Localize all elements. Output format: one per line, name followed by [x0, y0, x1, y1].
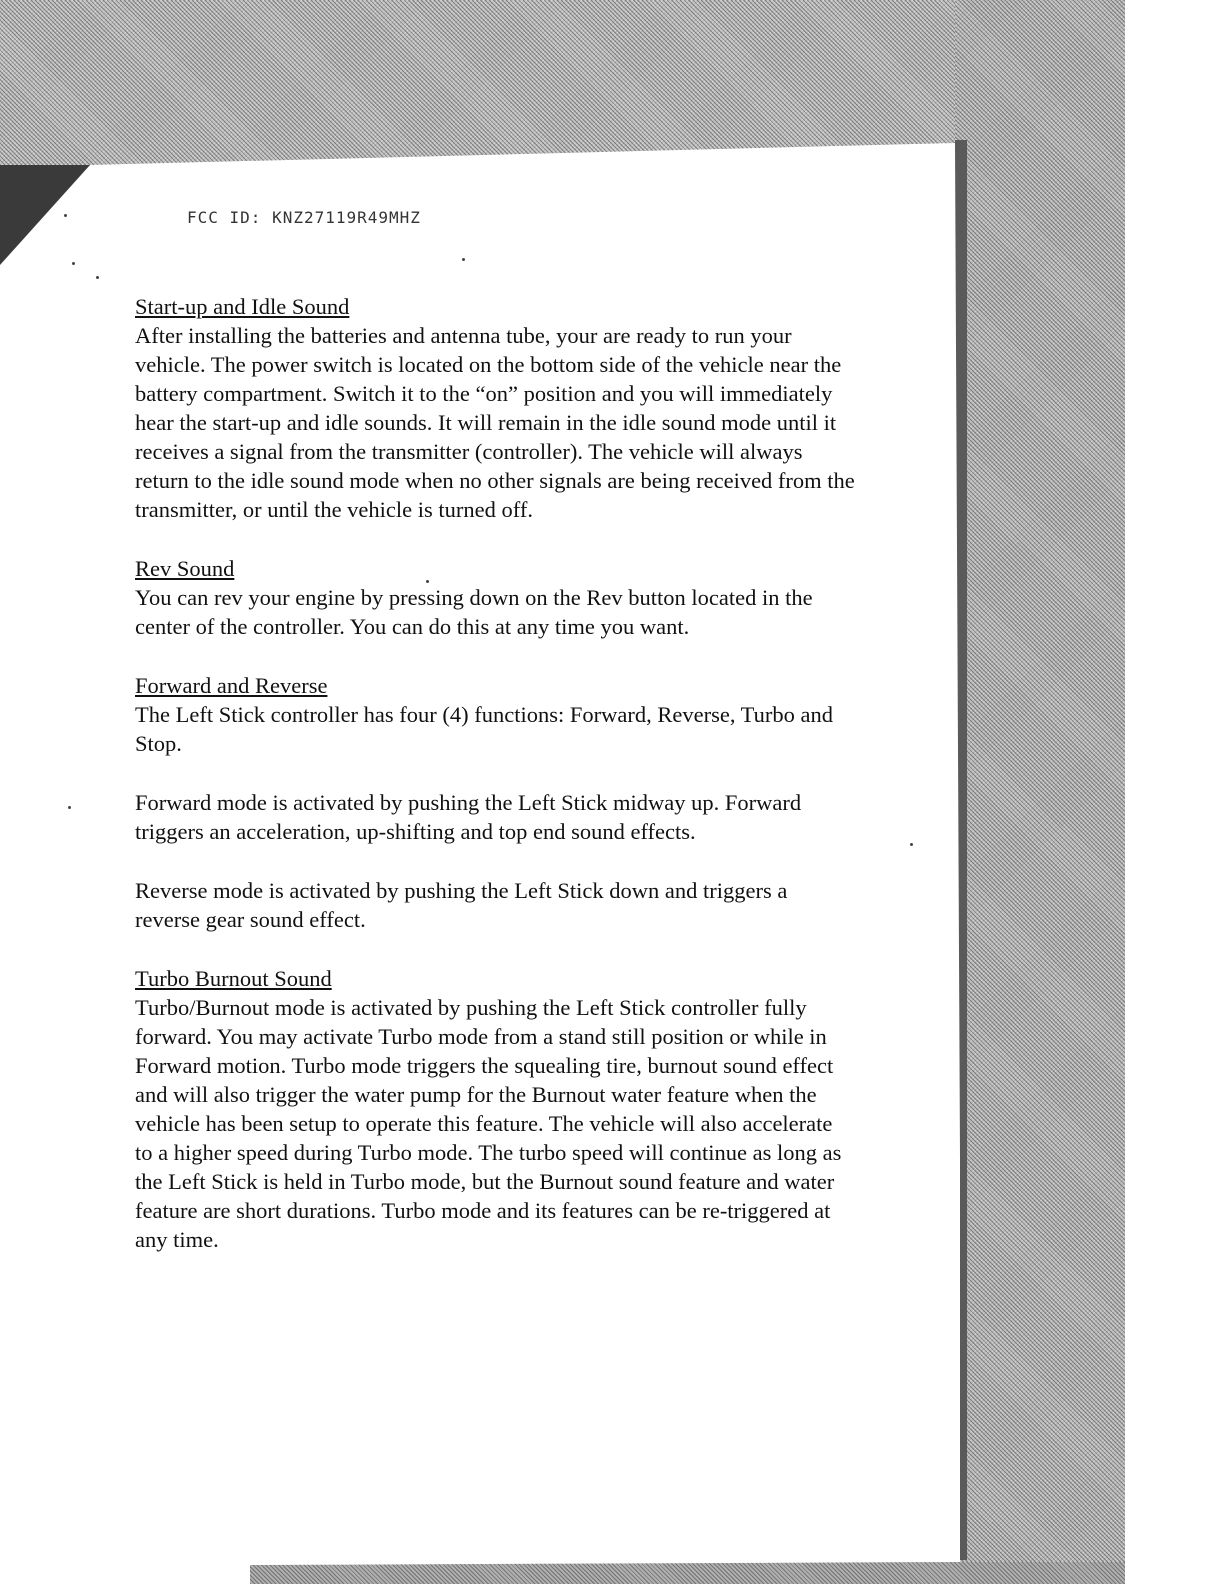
section-forward-reverse — [135, 671, 855, 934]
scan-speck — [72, 262, 75, 265]
section-paragraph: You can rev your engine by pressing down on the Rev button located in the center of the controller. You can do this at any time you want. — [135, 585, 813, 639]
section-paragraph: Turbo/Burnout mode is activated by pushing the Left Stick controller fully forward. You may activate Turbo mode from a stand still position or while in Forward motion. Turbo mode triggers the squealing tire, burnout sound effect and will also trigger the water pump for the Burnout water feature when the vehicle has been setup to operate this feature. The vehicle will also accelerate to a higher speed during Turbo mode. The turbo speed will continue as long as the Left Stick is held in Turbo mode, but the Burnout sound feature and water feature are short durations. Turbo mode and its features can be re-triggered at any time. — [135, 995, 842, 1252]
section-paragraph: After installing the batteries and antenna tube, your are ready to run your vehicle. The power switch is located on the bottom side of the vehicle near the battery compartment. Switch it to the “on” position and you will immediately hear the start-up and idle sounds. It will remain in the idle sound mode until it receives a signal from the transmitter (controller). The vehicle will always return to the idle sound mode when no other signals are being received from the transmitter, or until the vehicle is turned off. — [135, 323, 855, 522]
section-heading: Turbo Burnout Sound — [135, 966, 332, 991]
section-paragraph: Forward mode is activated by pushing the Left Stick midway up. Forward triggers an acceleration, up-shifting and top end sound effects. — [135, 790, 802, 844]
scan-shadow-right — [955, 0, 1125, 1584]
section-heading: Rev Sound — [135, 556, 235, 581]
section-heading: Forward and Reverse — [135, 673, 328, 698]
section-rev-sound — [135, 554, 855, 641]
section-paragraph: The Left Stick controller has four (4) functions: Forward, Reverse, Turbo and Stop. — [135, 702, 833, 756]
scan-shadow-bottom — [250, 1562, 1125, 1584]
scan-speck — [462, 258, 465, 261]
scan-speck — [910, 843, 913, 846]
document-body — [135, 292, 855, 1284]
scan-speck — [64, 214, 67, 217]
section-heading: Start-up and Idle Sound — [135, 294, 350, 319]
scan-margin — [1125, 0, 1224, 1584]
section-paragraph: Reverse mode is activated by pushing the Left Stick down and triggers a reverse gear sound effect. — [135, 878, 788, 932]
section-startup-idle — [135, 292, 855, 524]
fcc-id-header: FCC ID: KNZ27119R49MHZ — [187, 208, 421, 227]
scan-speck — [68, 806, 71, 809]
section-turbo-burnout — [135, 964, 855, 1254]
scan-speck — [96, 276, 99, 279]
